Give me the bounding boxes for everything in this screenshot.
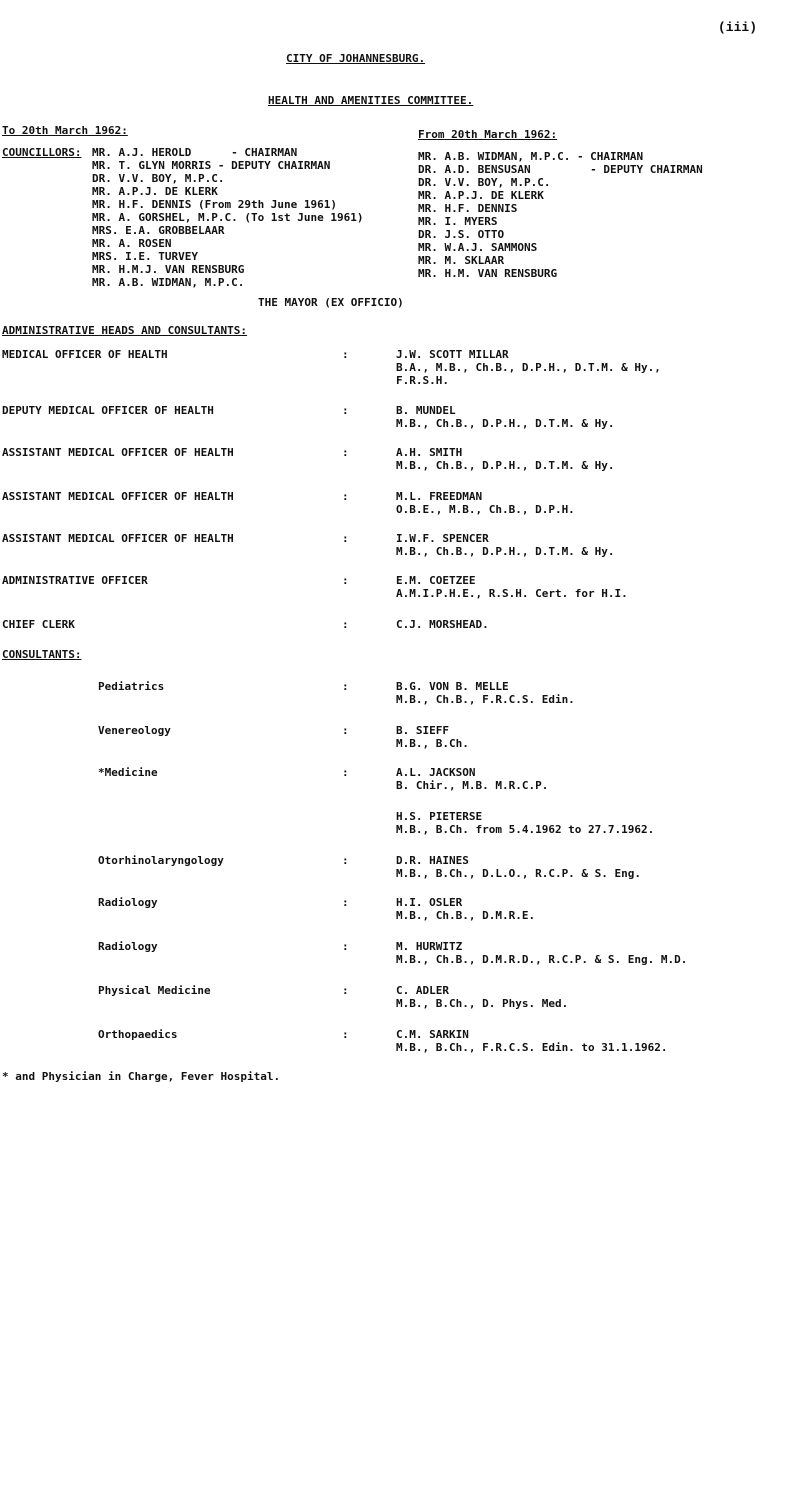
consultant-sep: : xyxy=(342,1028,349,1041)
page-number: (iii) xyxy=(718,20,758,35)
list-item: MR. I. MYERS xyxy=(418,215,498,228)
consultant-entry xyxy=(396,810,654,836)
consultant-sep: : xyxy=(342,940,349,953)
consultant-entry xyxy=(396,766,548,792)
consultant-specialty: Radiology xyxy=(98,896,158,909)
consultant-name: A.L. JACKSON xyxy=(396,766,476,779)
list-item: DR. J.S. OTTO xyxy=(418,228,505,241)
list-item: MR. H.M. VAN RENSBURG xyxy=(418,267,558,280)
list-item: MR. A.P.J. DE KLERK xyxy=(92,185,218,198)
admin-name: B. MUNDEL xyxy=(396,404,456,417)
list-item: MR. H.F. DENNIS (From 29th June 1961) xyxy=(92,198,338,211)
consultant-specialty: *Medicine xyxy=(98,766,158,779)
consultant-sep: : xyxy=(342,854,349,867)
admin-entry xyxy=(396,490,575,516)
consultant-entry xyxy=(396,680,575,706)
admin-entry xyxy=(396,618,489,631)
consultant-name: C.M. SARKIN xyxy=(396,1028,469,1041)
admin-name: M.L. FREEDMAN xyxy=(396,490,483,503)
consultant-name: B. SIEFF xyxy=(396,724,449,737)
admin-heading: ADMINISTRATIVE HEADS AND CONSULTANTS: xyxy=(2,324,248,337)
left-member-list xyxy=(92,146,364,289)
consultant-entry xyxy=(396,724,469,750)
consultant-name: B.G. VON B. MELLE xyxy=(396,680,509,693)
admin-quals: M.B., Ch.B., D.P.H., D.T.M. & Hy. xyxy=(396,545,615,558)
admin-quals: M.B., Ch.B., D.P.H., D.T.M. & Hy. xyxy=(396,459,615,472)
admin-name: E.M. COETZEE xyxy=(396,574,476,587)
left-date-heading: To 20th March 1962: xyxy=(2,124,128,137)
city-title: CITY OF JOHANNESBURG. xyxy=(286,52,426,65)
footnote: * and Physician in Charge, Fever Hospital. xyxy=(2,1070,281,1083)
admin-sep: : xyxy=(342,574,349,587)
consultant-name: D.R. HAINES xyxy=(396,854,469,867)
admin-entry xyxy=(396,446,615,472)
list-item: DR. V.V. BOY, M.P.C. xyxy=(418,176,551,189)
admin-role: ASSISTANT MEDICAL OFFICER OF HEALTH xyxy=(2,446,234,459)
list-item: MR. T. GLYN MORRIS - DEPUTY CHAIRMAN xyxy=(92,159,331,172)
admin-role: ASSISTANT MEDICAL OFFICER OF HEALTH xyxy=(2,532,234,545)
right-member-list xyxy=(418,150,703,280)
consultant-specialty: Physical Medicine xyxy=(98,984,211,997)
consultant-name: H.S. PIETERSE xyxy=(396,810,483,823)
admin-role: ADMINISTRATIVE OFFICER xyxy=(2,574,148,587)
consultant-specialty: Venereology xyxy=(98,724,171,737)
committee-title: HEALTH AND AMENITIES COMMITTEE. xyxy=(268,94,474,107)
consultant-specialty: Otorhinolaryngology xyxy=(98,854,224,867)
list-item: MR. A. GORSHEL, M.P.C. (To 1st June 1961) xyxy=(92,211,364,224)
admin-role: DEPUTY MEDICAL OFFICER OF HEALTH xyxy=(2,404,214,417)
admin-sep: : xyxy=(342,618,349,631)
councillors-label: COUNCILLORS: xyxy=(2,146,82,159)
admin-role: MEDICAL OFFICER OF HEALTH xyxy=(2,348,168,361)
admin-quals: O.B.E., M.B., Ch.B., D.P.H. xyxy=(396,503,575,516)
admin-quals: A.M.I.P.H.E., R.S.H. Cert. for H.I. xyxy=(396,587,628,600)
list-item: MR. A.P.J. DE KLERK xyxy=(418,189,544,202)
consultant-quals: M.B., B.Ch. xyxy=(396,737,469,750)
consultant-quals: M.B., Ch.B., F.R.C.S. Edin. xyxy=(396,693,575,706)
consultant-quals: M.B., Ch.B., D.M.R.D., R.C.P. & S. Eng. M.D. xyxy=(396,953,688,966)
admin-sep: : xyxy=(342,532,349,545)
consultant-entry xyxy=(396,984,568,1010)
consultant-entry xyxy=(396,940,687,966)
consultant-specialty: Radiology xyxy=(98,940,158,953)
consultant-quals: M.B., B.Ch., D. Phys. Med. xyxy=(396,997,569,1010)
admin-entry xyxy=(396,348,661,387)
list-item: DR. V.V. BOY, M.P.C. xyxy=(92,172,225,185)
list-item: MR. A.B. WIDMAN, M.P.C. - CHAIRMAN xyxy=(418,150,644,163)
consultant-entry xyxy=(396,854,641,880)
admin-sep: : xyxy=(342,490,349,503)
consultant-sep: : xyxy=(342,680,349,693)
list-item: MRS. I.E. TURVEY xyxy=(92,250,198,263)
consultant-name: C. ADLER xyxy=(396,984,449,997)
admin-name: I.W.F. SPENCER xyxy=(396,532,489,545)
consultant-specialty: Pediatrics xyxy=(98,680,165,693)
consultant-quals: M.B., B.Ch., D.L.O., R.C.P. & S. Eng. xyxy=(396,867,642,880)
consultant-sep: : xyxy=(342,766,349,779)
consultant-entry xyxy=(396,1028,668,1054)
admin-quals: M.B., Ch.B., D.P.H., D.T.M. & Hy. xyxy=(396,417,615,430)
admin-quals: B.A., M.B., Ch.B., D.P.H., D.T.M. & Hy., xyxy=(396,361,661,374)
list-item: MR. A.B. WIDMAN, M.P.C. xyxy=(92,276,245,289)
consultant-entry xyxy=(396,896,535,922)
admin-entry xyxy=(396,404,615,430)
consultant-quals: M.B., B.Ch., F.R.C.S. Edin. to 31.1.1962. xyxy=(396,1041,668,1054)
admin-role: CHIEF CLERK xyxy=(2,618,75,631)
admin-sep: : xyxy=(342,446,349,459)
admin-entry xyxy=(396,574,628,600)
admin-sep: : xyxy=(342,348,349,361)
list-item: MR. H.M.J. VAN RENSBURG xyxy=(92,263,245,276)
consultants-heading: CONSULTANTS: xyxy=(2,648,82,661)
list-item: MR. A. ROSEN xyxy=(92,237,172,250)
consultant-quals: M.B., B.Ch. from 5.4.1962 to 27.7.1962. xyxy=(396,823,655,836)
right-date-heading: From 20th March 1962: xyxy=(418,128,558,141)
list-item: DR. A.D. BENSUSAN - DEPUTY CHAIRMAN xyxy=(418,163,703,176)
consultant-quals: B. Chir., M.B. M.R.C.P. xyxy=(396,779,549,792)
consultant-sep: : xyxy=(342,984,349,997)
consultant-sep: : xyxy=(342,896,349,909)
consultant-sep: : xyxy=(342,724,349,737)
admin-role: ASSISTANT MEDICAL OFFICER OF HEALTH xyxy=(2,490,234,503)
list-item: MR. A.J. HEROLD - CHAIRMAN xyxy=(92,146,298,159)
admin-sep: : xyxy=(342,404,349,417)
admin-entry xyxy=(396,532,615,558)
admin-name: A.H. SMITH xyxy=(396,446,463,459)
admin-quals: F.R.S.H. xyxy=(396,374,449,387)
consultant-name: M. HURWITZ xyxy=(396,940,463,953)
list-item: MRS. E.A. GROBBELAAR xyxy=(92,224,225,237)
admin-name: J.W. SCOTT MILLAR xyxy=(396,348,509,361)
mayor-line: THE MAYOR (EX OFFICIO) xyxy=(258,296,404,309)
list-item: MR. M. SKLAAR xyxy=(418,254,505,267)
consultant-specialty: Orthopaedics xyxy=(98,1028,178,1041)
list-item: MR. W.A.J. SAMMONS xyxy=(418,241,538,254)
consultant-name: H.I. OSLER xyxy=(396,896,463,909)
consultant-quals: M.B., Ch.B., D.M.R.E. xyxy=(396,909,536,922)
admin-name: C.J. MORSHEAD. xyxy=(396,618,489,631)
list-item: MR. H.F. DENNIS xyxy=(418,202,518,215)
